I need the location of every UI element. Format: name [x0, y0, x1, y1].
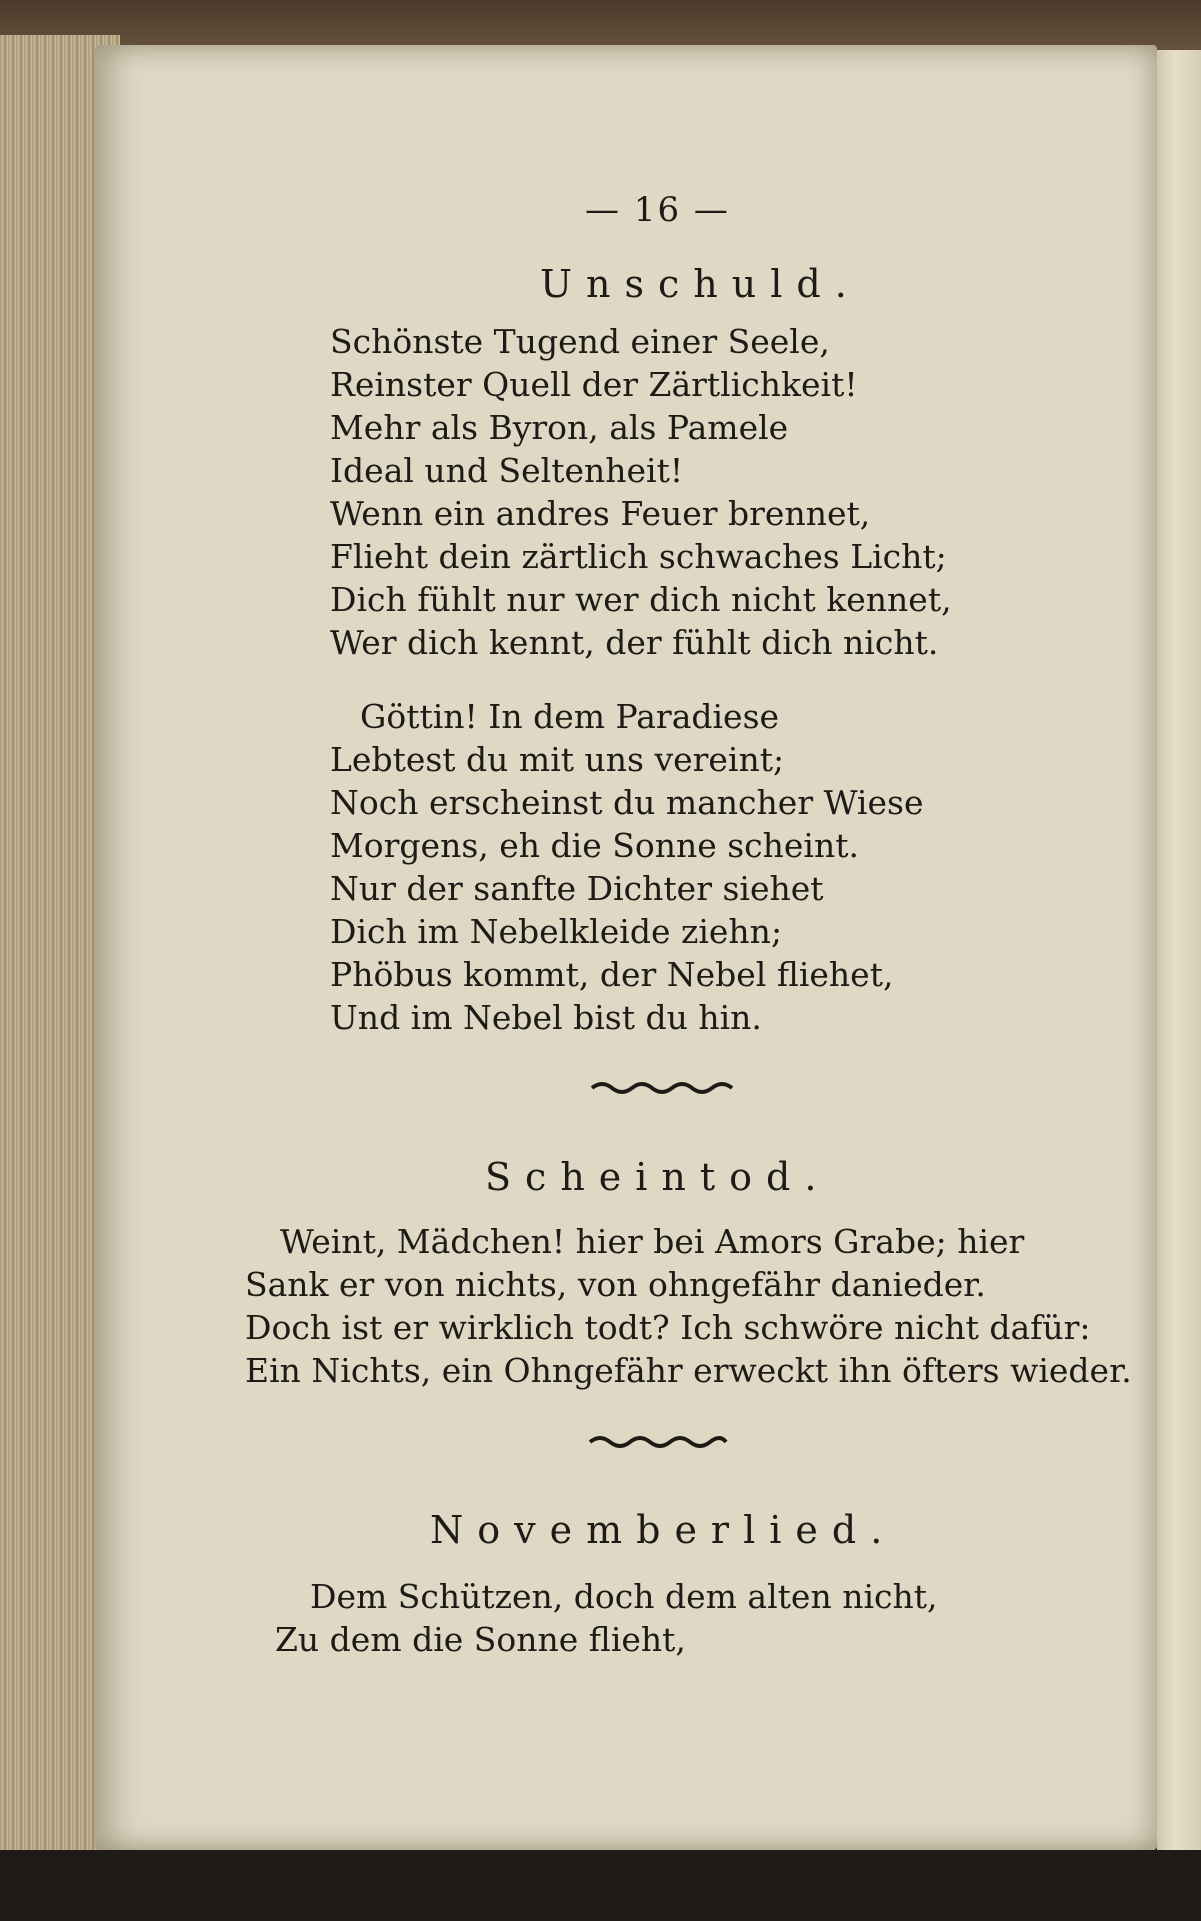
verse-line: Dich im Nebelkleide ziehn;	[330, 912, 783, 951]
verse-line: Ideal und Seltenheit!	[330, 451, 684, 490]
verse-line: Sank er von nichts, von ohngefähr danieder.	[245, 1265, 986, 1304]
verse-line: Zu dem die Sonne flieht,	[275, 1620, 686, 1659]
verse-line: Wenn ein andres Feuer brennet,	[330, 494, 871, 533]
verse-line: Flieht dein zärtlich schwaches Licht;	[330, 537, 947, 576]
verse-line: Dem Schützen, doch dem alten nicht,	[310, 1577, 938, 1616]
poem-title-scheintod: Scheintod.	[485, 1155, 831, 1199]
poem-unschuld-stanza-2	[330, 695, 923, 1039]
verse-line: Noch erscheinst du mancher Wiese	[330, 783, 924, 822]
right-page-edge	[1157, 50, 1201, 1850]
verse-line: Nur der sanfte Dichter siehet	[330, 869, 824, 908]
poem-unschuld-stanza-1	[330, 320, 952, 664]
poem-title-novemberlied: Novemberlied.	[430, 1508, 897, 1552]
verse-line: Wer dich kennt, der fühlt dich nicht.	[330, 623, 939, 662]
verse-line: Weint, Mädchen! hier bei Amors Grabe; hier	[280, 1222, 1025, 1261]
poem-novemberlied-stanza	[275, 1575, 937, 1661]
verse-line: Phöbus kommt, der Nebel fliehet,	[330, 955, 894, 994]
verse-line: Doch ist er wirklich todt? Ich schwöre nicht dafür:	[245, 1308, 1091, 1347]
ornamental-divider	[590, 1078, 740, 1098]
verse-line: Göttin! In dem Paradiese	[360, 697, 780, 736]
verse-line: Lebtest du mit uns vereint;	[330, 740, 785, 779]
verse-line: Und im Nebel bist du hin.	[330, 998, 762, 1037]
book-bottom-edge	[0, 1850, 1201, 1921]
verse-line: Morgens, eh die Sonne scheint.	[330, 826, 859, 865]
verse-line: Reinster Quell der Zärtlichkeit!	[330, 365, 858, 404]
verse-line: Ein Nichts, ein Ohngefähr erweckt ihn öfters wieder.	[245, 1351, 1132, 1390]
ornamental-divider	[588, 1432, 728, 1452]
verse-line: Schönste Tugend einer Seele,	[330, 322, 830, 361]
poem-scheintod-stanza	[245, 1220, 1132, 1392]
poem-title-unschuld: Unschuld.	[540, 262, 861, 306]
verse-line: Mehr als Byron, als Pamele	[330, 408, 789, 447]
page-number: — 16 —	[585, 190, 730, 230]
verse-line: Dich fühlt nur wer dich nicht kennet,	[330, 580, 952, 619]
